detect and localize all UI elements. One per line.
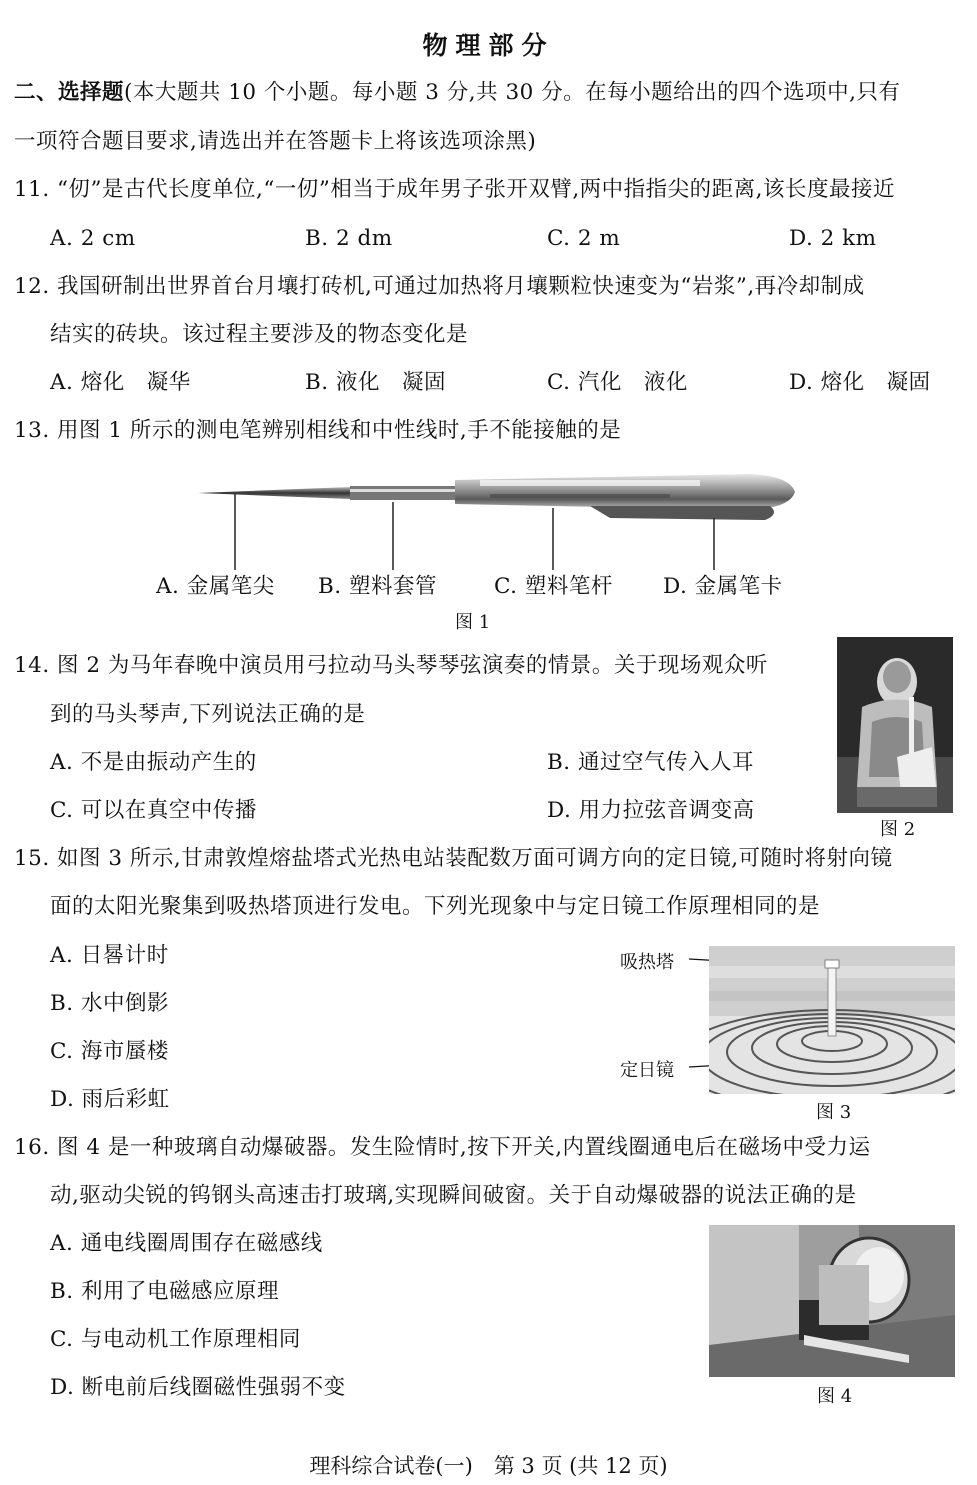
- q11-option-b: B. 2 dm: [305, 226, 393, 251]
- figure1-caption: 图 1: [455, 612, 491, 633]
- fig1-label-d: D. 金属笔卡: [663, 574, 783, 599]
- q16-option-a: A. 通电线圈周围存在磁感线: [50, 1231, 323, 1256]
- section-intro-text: (本大题共 10 个小题。每小题 3 分,共 30 分。在每小题给出的四个选项中,只有: [124, 80, 901, 105]
- q11-option-c: C. 2 m: [547, 226, 621, 251]
- fig1-label-b: B. 塑料套管: [318, 574, 437, 599]
- q15-option-c: C. 海市蜃楼: [50, 1039, 169, 1064]
- fig1-label-a: A. 金属笔尖: [156, 574, 275, 599]
- q16-stem-line2: 动,驱动尖锐的钨钢头高速击打玻璃,实现瞬间破窗。关于自动爆破器的说法正确的是: [50, 1183, 857, 1208]
- pen-plastic-barrel: [455, 474, 795, 510]
- fig3-label-mirror: 定日镜: [620, 1060, 674, 1081]
- pen-plastic-sleeve: [350, 486, 455, 500]
- q12-stem-line2: 结实的砖块。该过程主要涉及的物态变化是: [50, 322, 469, 347]
- q16-option-c: C. 与电动机工作原理相同: [50, 1327, 301, 1352]
- section-intro-line2: 一项符合题目要求,请选出并在答题卡上将该选项涂黑): [14, 129, 537, 154]
- q14-option-d: D. 用力拉弦音调变高: [547, 798, 755, 823]
- q11-stem: 11. “仞”是古代长度单位,“一仞”相当于成年男子张开双臂,两中指指尖的距离,该长度最接近: [14, 177, 895, 202]
- page-title: 物理部分: [422, 31, 555, 60]
- fig3-label-tower: 吸热塔: [620, 952, 674, 973]
- q14-option-c: C. 可以在真空中传播: [50, 798, 257, 823]
- pen-metal-tip: [198, 487, 350, 499]
- q14-stem-line1: 14. 图 2 为马年春晚中演员用弓拉动马头琴琴弦演奏的情景。关于现场观众听: [14, 653, 768, 678]
- figure4-photo-glass-breaker: [709, 1225, 955, 1377]
- q16-option-b: B. 利用了电磁感应原理: [50, 1279, 279, 1304]
- q14-stem-line2: 到的马头琴声,下列说法正确的是: [50, 702, 366, 727]
- q11-option-a: A. 2 cm: [50, 226, 136, 251]
- q12-stem-line1: 12. 我国研制出世界首台月壤打砖机,可通过加热将月壤颗粒快速变为“岩浆”,再冷却制成: [14, 274, 865, 299]
- q12-option-d: D. 熔化 凝固: [789, 370, 931, 395]
- section-heading: 二、选择题: [14, 80, 125, 105]
- q15-option-d: D. 雨后彩虹: [50, 1087, 170, 1112]
- q15-stem-line1: 15. 如图 3 所示,甘肃敦煌熔盐塔式光热电站装配数万面可调方向的定日镜,可随时将射向镜: [14, 846, 893, 871]
- q14-option-a: A. 不是由振动产生的: [50, 750, 257, 775]
- figure1-test-pen: [190, 462, 810, 572]
- q12-option-a: A. 熔化 凝华: [50, 370, 191, 395]
- section-intro-line1: [14, 78, 900, 108]
- figure3-caption: 图 3: [816, 1102, 852, 1123]
- q15-option-a: A. 日晷计时: [50, 943, 169, 968]
- q12-option-b: B. 液化 凝固: [305, 370, 446, 395]
- q16-option-d: D. 断电前后线圈磁性强弱不变: [50, 1375, 346, 1400]
- figure3-photo-solar-plant: [709, 946, 955, 1094]
- q16-stem-line1: 16. 图 4 是一种玻璃自动爆破器。发生险情时,按下开关,内置线圈通电后在磁场中受力运: [14, 1135, 871, 1160]
- q11-option-d: D. 2 km: [789, 226, 877, 251]
- figure2-caption: 图 2: [880, 819, 916, 840]
- q13-stem: 13. 用图 1 所示的测电笔辨别相线和中性线时,手不能接触的是: [14, 418, 622, 443]
- q15-option-b: B. 水中倒影: [50, 991, 169, 1016]
- figure2-photo-morin-khuur: [837, 637, 953, 813]
- q12-option-c: C. 汽化 液化: [547, 370, 688, 395]
- fig1-label-c: C. 塑料笔杆: [494, 574, 613, 599]
- figure4-caption: 图 4: [817, 1386, 853, 1407]
- q14-option-b: B. 通过空气传入人耳: [547, 750, 754, 775]
- pen-metal-clip: [590, 506, 774, 520]
- page-footer: 理科综合试卷(一) 第 3 页 (共 12 页): [309, 1454, 668, 1478]
- q15-stem-line2: 面的太阳光聚集到吸热塔顶进行发电。下列光现象中与定日镜工作原理相同的是: [50, 894, 821, 919]
